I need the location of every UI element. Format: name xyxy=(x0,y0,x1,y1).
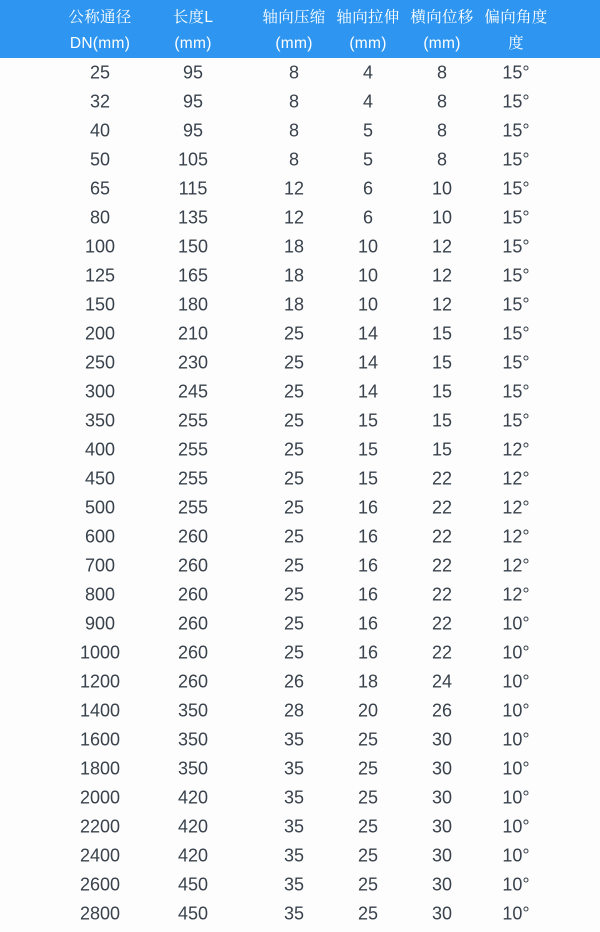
cell-deflection-angle: 15° xyxy=(502,236,530,256)
cell-dn: 300 xyxy=(84,381,116,401)
cell-axial-compression: 18 xyxy=(283,265,305,285)
table-row xyxy=(0,348,600,377)
cell-deflection-angle: 15° xyxy=(502,62,530,82)
table-row xyxy=(0,464,600,493)
cell-dn: 900 xyxy=(84,613,116,633)
cell-axial-compression: 18 xyxy=(283,236,305,256)
cell-length: 255 xyxy=(177,468,209,488)
table-row xyxy=(0,580,600,609)
table-row xyxy=(0,899,600,928)
cell-length: 260 xyxy=(177,526,209,546)
cell-axial-extension: 10 xyxy=(357,236,379,256)
cell-length: 150 xyxy=(177,236,209,256)
cell-lateral-displacement: 30 xyxy=(431,787,453,807)
cell-axial-compression: 25 xyxy=(283,613,305,633)
cell-length: 230 xyxy=(177,352,209,372)
cell-dn: 1600 xyxy=(79,729,121,749)
table-row xyxy=(0,116,600,145)
cell-axial-extension: 25 xyxy=(357,816,379,836)
cell-dn: 65 xyxy=(89,178,111,198)
cell-axial-extension: 15 xyxy=(357,410,379,430)
cell-axial-compression: 25 xyxy=(283,642,305,662)
cell-axial-compression: 18 xyxy=(283,294,305,314)
cell-deflection-angle: 12° xyxy=(502,439,530,459)
table-row xyxy=(0,406,600,435)
header-col-axial-extension-line1: 轴向拉伸 xyxy=(336,8,400,26)
cell-axial-compression: 26 xyxy=(283,671,305,691)
cell-deflection-angle: 10° xyxy=(502,787,530,807)
cell-dn: 2400 xyxy=(79,845,121,865)
table-row xyxy=(0,696,600,725)
header-col-lateral-displacement-line1: 横向位移 xyxy=(410,8,474,26)
table-row xyxy=(0,319,600,348)
cell-length: 115 xyxy=(178,178,208,198)
cell-axial-compression: 25 xyxy=(283,323,305,343)
cell-axial-extension: 6 xyxy=(362,207,374,227)
table-row xyxy=(0,812,600,841)
cell-length: 350 xyxy=(177,729,209,749)
cell-axial-extension: 16 xyxy=(357,555,379,575)
cell-deflection-angle: 12° xyxy=(502,526,530,546)
cell-deflection-angle: 15° xyxy=(502,410,530,430)
cell-axial-extension: 20 xyxy=(357,700,379,720)
cell-lateral-displacement: 12 xyxy=(431,294,453,314)
table-row xyxy=(0,493,600,522)
cell-deflection-angle: 10° xyxy=(502,874,530,894)
cell-deflection-angle: 10° xyxy=(502,845,530,865)
cell-axial-extension: 15 xyxy=(357,439,379,459)
cell-dn: 2800 xyxy=(79,903,121,923)
table-row xyxy=(0,174,600,203)
cell-axial-extension: 4 xyxy=(362,62,374,82)
cell-dn: 2200 xyxy=(79,816,121,836)
table-row xyxy=(0,522,600,551)
cell-length: 165 xyxy=(177,265,209,285)
cell-dn: 1200 xyxy=(79,671,121,691)
table-row xyxy=(0,609,600,638)
cell-lateral-displacement: 30 xyxy=(431,874,453,894)
cell-length: 210 xyxy=(177,323,209,343)
cell-axial-compression: 25 xyxy=(283,352,305,372)
cell-deflection-angle: 10° xyxy=(502,700,530,720)
cell-length: 260 xyxy=(177,671,209,691)
cell-lateral-displacement: 10 xyxy=(431,207,453,227)
cell-lateral-displacement: 22 xyxy=(431,497,453,517)
cell-lateral-displacement: 10 xyxy=(431,178,453,198)
cell-dn: 150 xyxy=(84,294,116,314)
cell-deflection-angle: 15° xyxy=(502,381,530,401)
cell-axial-compression: 12 xyxy=(283,178,305,198)
cell-length: 350 xyxy=(177,758,209,778)
cell-length: 420 xyxy=(177,787,209,807)
cell-dn: 100 xyxy=(84,236,116,256)
header-col-deflection-angle-line1: 偏向角度 xyxy=(484,8,548,26)
cell-length: 135 xyxy=(177,207,209,227)
cell-lateral-displacement: 15 xyxy=(431,352,453,372)
cell-dn: 700 xyxy=(84,555,116,575)
table-header xyxy=(0,0,600,58)
table-row xyxy=(0,203,600,232)
table-row xyxy=(0,754,600,783)
cell-deflection-angle: 15° xyxy=(502,294,530,314)
cell-dn: 200 xyxy=(84,323,116,343)
cell-length: 260 xyxy=(177,555,209,575)
cell-lateral-displacement: 30 xyxy=(431,758,453,778)
cell-axial-extension: 4 xyxy=(362,91,374,111)
cell-length: 255 xyxy=(177,439,209,459)
cell-dn: 25 xyxy=(89,62,111,82)
cell-axial-compression: 35 xyxy=(283,903,305,923)
cell-axial-extension: 25 xyxy=(357,787,379,807)
cell-axial-extension: 16 xyxy=(357,526,379,546)
cell-length: 260 xyxy=(177,613,209,633)
cell-length: 95 xyxy=(182,120,204,140)
cell-dn: 250 xyxy=(84,352,116,372)
header-col-axial-compression-line2: (mm) xyxy=(275,34,313,52)
cell-deflection-angle: 10° xyxy=(502,642,530,662)
cell-lateral-displacement: 22 xyxy=(431,526,453,546)
cell-lateral-displacement: 8 xyxy=(436,149,448,169)
cell-axial-extension: 15 xyxy=(357,468,379,488)
cell-dn: 600 xyxy=(84,526,116,546)
cell-axial-extension: 25 xyxy=(357,903,379,923)
table-row xyxy=(0,667,600,696)
cell-length: 420 xyxy=(177,816,209,836)
table-row xyxy=(0,783,600,812)
cell-deflection-angle: 12° xyxy=(502,555,530,575)
cell-deflection-angle: 15° xyxy=(502,265,530,285)
header-col-length-line1: 长度L xyxy=(172,8,214,26)
cell-dn: 400 xyxy=(84,439,116,459)
header-col-length xyxy=(173,0,214,58)
cell-axial-extension: 16 xyxy=(357,497,379,517)
cell-lateral-displacement: 12 xyxy=(431,236,453,256)
table-row xyxy=(0,551,600,580)
cell-lateral-displacement: 15 xyxy=(431,439,453,459)
cell-axial-compression: 35 xyxy=(283,874,305,894)
cell-axial-extension: 25 xyxy=(357,845,379,865)
cell-lateral-displacement: 30 xyxy=(431,845,453,865)
cell-axial-extension: 25 xyxy=(357,729,379,749)
header-col-lateral-displacement-line2: (mm) xyxy=(423,34,461,52)
cell-axial-extension: 10 xyxy=(357,265,379,285)
table-row xyxy=(0,725,600,754)
table-row xyxy=(0,290,600,319)
cell-deflection-angle: 12° xyxy=(502,497,530,517)
cell-axial-extension: 16 xyxy=(357,613,379,633)
table-row xyxy=(0,870,600,899)
table-row xyxy=(0,232,600,261)
cell-dn: 80 xyxy=(89,207,111,227)
cell-axial-extension: 5 xyxy=(362,120,374,140)
cell-axial-extension: 14 xyxy=(357,352,379,372)
cell-deflection-angle: 10° xyxy=(502,613,530,633)
cell-deflection-angle: 15° xyxy=(502,149,530,169)
cell-axial-extension: 25 xyxy=(357,758,379,778)
cell-dn: 50 xyxy=(89,149,111,169)
header-col-axial-extension xyxy=(336,0,399,58)
cell-deflection-angle: 15° xyxy=(502,352,530,372)
cell-dn: 2600 xyxy=(79,874,121,894)
cell-lateral-displacement: 22 xyxy=(431,584,453,604)
cell-length: 255 xyxy=(177,410,209,430)
header-col-dn-line2: DN(mm) xyxy=(69,34,131,52)
cell-axial-extension: 10 xyxy=(357,294,379,314)
cell-length: 105 xyxy=(177,149,209,169)
table-row xyxy=(0,377,600,406)
header-col-length-line2: (mm) xyxy=(174,34,212,52)
cell-axial-extension: 16 xyxy=(357,584,379,604)
cell-lateral-displacement: 24 xyxy=(431,671,453,691)
cell-length: 245 xyxy=(177,381,209,401)
cell-lateral-displacement: 8 xyxy=(436,91,448,111)
cell-dn: 125 xyxy=(84,265,116,285)
cell-lateral-displacement: 15 xyxy=(431,410,453,430)
cell-axial-compression: 25 xyxy=(283,410,305,430)
cell-length: 450 xyxy=(177,874,209,894)
cell-deflection-angle: 10° xyxy=(502,816,530,836)
table-row xyxy=(0,145,600,174)
cell-axial-compression: 8 xyxy=(288,149,300,169)
cell-axial-compression: 25 xyxy=(283,526,305,546)
cell-lateral-displacement: 15 xyxy=(431,323,453,343)
table-row xyxy=(0,435,600,464)
cell-length: 260 xyxy=(177,584,209,604)
cell-dn: 450 xyxy=(84,468,116,488)
cell-length: 255 xyxy=(177,497,209,517)
table-row xyxy=(0,58,600,87)
cell-axial-compression: 25 xyxy=(283,381,305,401)
cell-lateral-displacement: 22 xyxy=(431,555,453,575)
cell-deflection-angle: 10° xyxy=(502,671,530,691)
cell-axial-extension: 14 xyxy=(357,323,379,343)
cell-axial-compression: 35 xyxy=(283,845,305,865)
cell-axial-compression: 35 xyxy=(283,758,305,778)
cell-axial-compression: 8 xyxy=(288,91,300,111)
cell-lateral-displacement: 30 xyxy=(431,903,453,923)
cell-axial-extension: 25 xyxy=(357,874,379,894)
cell-axial-compression: 8 xyxy=(288,62,300,82)
cell-dn: 500 xyxy=(84,497,116,517)
cell-lateral-displacement: 22 xyxy=(431,613,453,633)
table-row xyxy=(0,638,600,667)
cell-dn: 1800 xyxy=(79,758,121,778)
cell-deflection-angle: 15° xyxy=(502,120,530,140)
cell-deflection-angle: 10° xyxy=(502,903,530,923)
cell-lateral-displacement: 26 xyxy=(431,700,453,720)
cell-deflection-angle: 10° xyxy=(502,729,530,749)
cell-deflection-angle: 15° xyxy=(502,207,530,227)
cell-axial-compression: 25 xyxy=(283,468,305,488)
table-row xyxy=(0,87,600,116)
table-row xyxy=(0,261,600,290)
cell-dn: 800 xyxy=(84,584,116,604)
cell-length: 95 xyxy=(182,62,204,82)
cell-deflection-angle: 15° xyxy=(502,323,530,343)
header-col-axial-compression xyxy=(262,0,325,58)
header-col-deflection-angle-line2: 度 xyxy=(508,34,524,52)
cell-dn: 32 xyxy=(89,91,111,111)
cell-deflection-angle: 12° xyxy=(502,468,530,488)
cell-axial-extension: 18 xyxy=(357,671,379,691)
cell-axial-compression: 25 xyxy=(283,555,305,575)
cell-dn: 2000 xyxy=(79,787,121,807)
cell-deflection-angle: 15° xyxy=(502,178,530,198)
cell-axial-compression: 25 xyxy=(283,497,305,517)
cell-axial-compression: 35 xyxy=(283,816,305,836)
cell-lateral-displacement: 30 xyxy=(431,729,453,749)
cell-length: 450 xyxy=(177,903,209,923)
cell-lateral-displacement: 8 xyxy=(436,120,448,140)
cell-dn: 40 xyxy=(89,120,111,140)
header-col-dn xyxy=(68,0,131,58)
cell-axial-extension: 6 xyxy=(362,178,374,198)
cell-axial-compression: 25 xyxy=(283,584,305,604)
cell-axial-compression: 12 xyxy=(283,207,305,227)
cell-length: 260 xyxy=(177,642,209,662)
cell-deflection-angle: 10° xyxy=(502,758,530,778)
table-row xyxy=(0,841,600,870)
cell-deflection-angle: 12° xyxy=(502,584,530,604)
cell-axial-compression: 28 xyxy=(283,700,305,720)
cell-axial-extension: 16 xyxy=(357,642,379,662)
cell-dn: 350 xyxy=(84,410,116,430)
cell-deflection-angle: 15° xyxy=(502,91,530,111)
cell-axial-compression: 35 xyxy=(283,729,305,749)
cell-lateral-displacement: 22 xyxy=(431,642,453,662)
cell-dn: 1000 xyxy=(79,642,121,662)
cell-axial-extension: 14 xyxy=(357,381,379,401)
cell-length: 95 xyxy=(182,91,204,111)
cell-lateral-displacement: 30 xyxy=(431,816,453,836)
cell-length: 420 xyxy=(177,845,209,865)
cell-axial-extension: 5 xyxy=(362,149,374,169)
header-col-lateral-displacement xyxy=(410,0,473,58)
cell-axial-compression: 8 xyxy=(288,120,300,140)
cell-length: 350 xyxy=(177,700,209,720)
header-col-axial-extension-line2: (mm) xyxy=(349,34,387,52)
cell-lateral-displacement: 15 xyxy=(431,381,453,401)
cell-lateral-displacement: 8 xyxy=(436,62,448,82)
cell-axial-compression: 25 xyxy=(283,439,305,459)
header-col-deflection-angle xyxy=(484,0,547,58)
header-col-dn-line1: 公称通径 xyxy=(68,8,132,26)
cell-axial-compression: 35 xyxy=(283,787,305,807)
cell-length: 180 xyxy=(177,294,209,314)
header-col-axial-compression-line1: 轴向压缩 xyxy=(262,8,326,26)
cell-dn: 1400 xyxy=(79,700,121,720)
cell-lateral-displacement: 22 xyxy=(431,468,453,488)
table-body xyxy=(0,58,600,928)
cell-lateral-displacement: 12 xyxy=(431,265,453,285)
